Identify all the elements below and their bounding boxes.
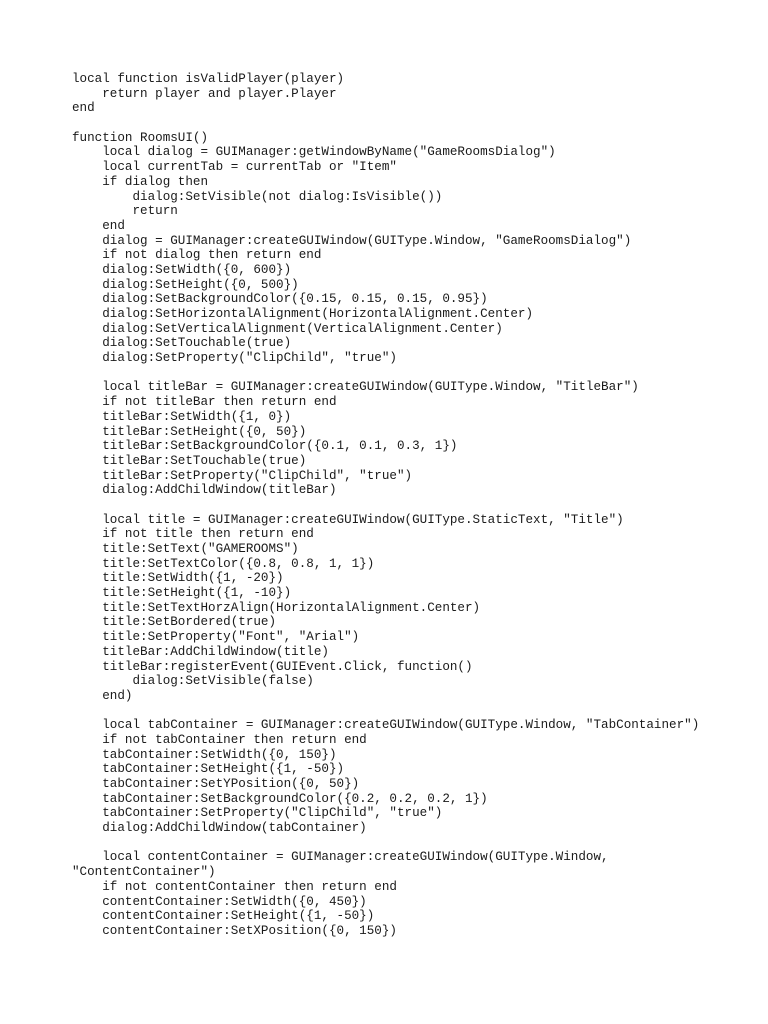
code-line: title:SetTextColor({0.8, 0.8, 1, 1})	[72, 556, 375, 571]
code-line: local contentContainer = GUIManager:createGUIWindow(GUIType.Window,	[72, 850, 609, 865]
code-line: title:SetText("GAMEROOMS")	[72, 542, 299, 556]
code-line: dialog:SetBackgroundColor({0.15, 0.15, 0.15, 0.95})	[72, 292, 488, 307]
code-line: contentContainer:SetHeight({1, -50})	[72, 909, 375, 924]
code-line: tabContainer:SetWidth({0, 150})	[72, 747, 337, 762]
code-line	[72, 498, 699, 513]
code-line: dialog:SetVisible(false)	[72, 674, 314, 689]
code-line: dialog = GUIManager:createGUIWindow(GUIType.Window, "GameRoomsDialog")	[72, 233, 632, 248]
code-line: return player and player.Player	[72, 86, 337, 101]
code-line: end	[72, 101, 95, 116]
code-line: contentContainer:SetXPosition({0, 150})	[72, 923, 397, 938]
code-line: dialog:SetTouchable(true)	[72, 336, 292, 351]
code-line: titleBar:SetProperty("ClipChild", "true")	[72, 468, 413, 483]
code-line: title:SetProperty("Font", "Arial")	[72, 630, 360, 645]
code-line: local dialog = GUIManager:getWindowByName("GameRoomsDialog")	[72, 145, 556, 160]
code-line: if not titleBar then return end	[72, 395, 337, 410]
code-line: tabContainer:SetHeight({1, -50})	[72, 762, 345, 777]
code-line: dialog:SetHorizontalAlignment(HorizontalAlignment.Center)	[72, 307, 534, 321]
code-line: dialog:SetHeight({0, 500})	[72, 277, 299, 292]
code-line: title:SetBordered(true)	[72, 615, 277, 630]
code-block	[72, 72, 699, 939]
code-line: local currentTab = currentTab or "Item"	[72, 160, 397, 175]
code-line: contentContainer:SetWidth({0, 450})	[72, 894, 367, 909]
code-line: local tabContainer = GUIManager:createGUIWindow(GUIType.Window, "TabContainer")	[72, 718, 700, 733]
code-line: return	[72, 204, 178, 219]
code-line: if dialog then	[72, 174, 209, 189]
code-line: title:SetWidth({1, -20})	[72, 571, 284, 586]
code-line: tabContainer:SetYPosition({0, 50})	[72, 777, 360, 791]
code-line: if not contentContainer then return end	[72, 879, 397, 894]
code-line: title:SetTextHorzAlign(HorizontalAlignment.Center)	[72, 600, 481, 615]
code-line: if not title then return end	[72, 527, 314, 542]
code-line: dialog:SetWidth({0, 600})	[72, 262, 292, 277]
code-line: end	[72, 218, 125, 233]
code-line: dialog:SetVerticalAlignment(VerticalAlignment.Center)	[72, 321, 503, 336]
code-line: titleBar:AddChildWindow(title)	[72, 644, 329, 659]
code-line: dialog:AddChildWindow(tabContainer)	[72, 821, 367, 836]
code-line: function RoomsUI()	[72, 130, 209, 145]
code-line	[72, 116, 699, 131]
code-line: "ContentContainer")	[72, 865, 216, 880]
code-line: titleBar:registerEvent(GUIEvent.Click, function()	[72, 659, 473, 674]
code-line: titleBar:SetBackgroundColor({0.1, 0.1, 0.3, 1})	[72, 439, 458, 454]
code-line	[72, 836, 699, 851]
code-line	[72, 704, 699, 719]
code-line: local titleBar = GUIManager:createGUIWindow(GUIType.Window, "TitleBar")	[72, 380, 639, 395]
code-line: titleBar:SetHeight({0, 50})	[72, 424, 307, 439]
code-line: end)	[72, 688, 133, 703]
code-line: dialog:AddChildWindow(titleBar)	[72, 483, 337, 498]
code-line: titleBar:SetTouchable(true)	[72, 453, 307, 468]
code-line: local title = GUIManager:createGUIWindow(GUIType.StaticText, "Title")	[72, 512, 624, 527]
code-line: if not dialog then return end	[72, 248, 322, 263]
code-line: tabContainer:SetProperty("ClipChild", "true")	[72, 806, 443, 821]
code-line: titleBar:SetWidth({1, 0})	[72, 409, 292, 424]
code-line: dialog:SetProperty("ClipChild", "true")	[72, 351, 397, 366]
code-line: title:SetHeight({1, -10})	[72, 586, 292, 601]
code-line: if not tabContainer then return end	[72, 732, 367, 747]
code-line: local function isValidPlayer(player)	[72, 72, 345, 86]
code-line: dialog:SetVisible(not dialog:IsVisible())	[72, 189, 443, 204]
code-line	[72, 366, 699, 381]
code-line: tabContainer:SetBackgroundColor({0.2, 0.2, 0.2, 1})	[72, 791, 488, 806]
